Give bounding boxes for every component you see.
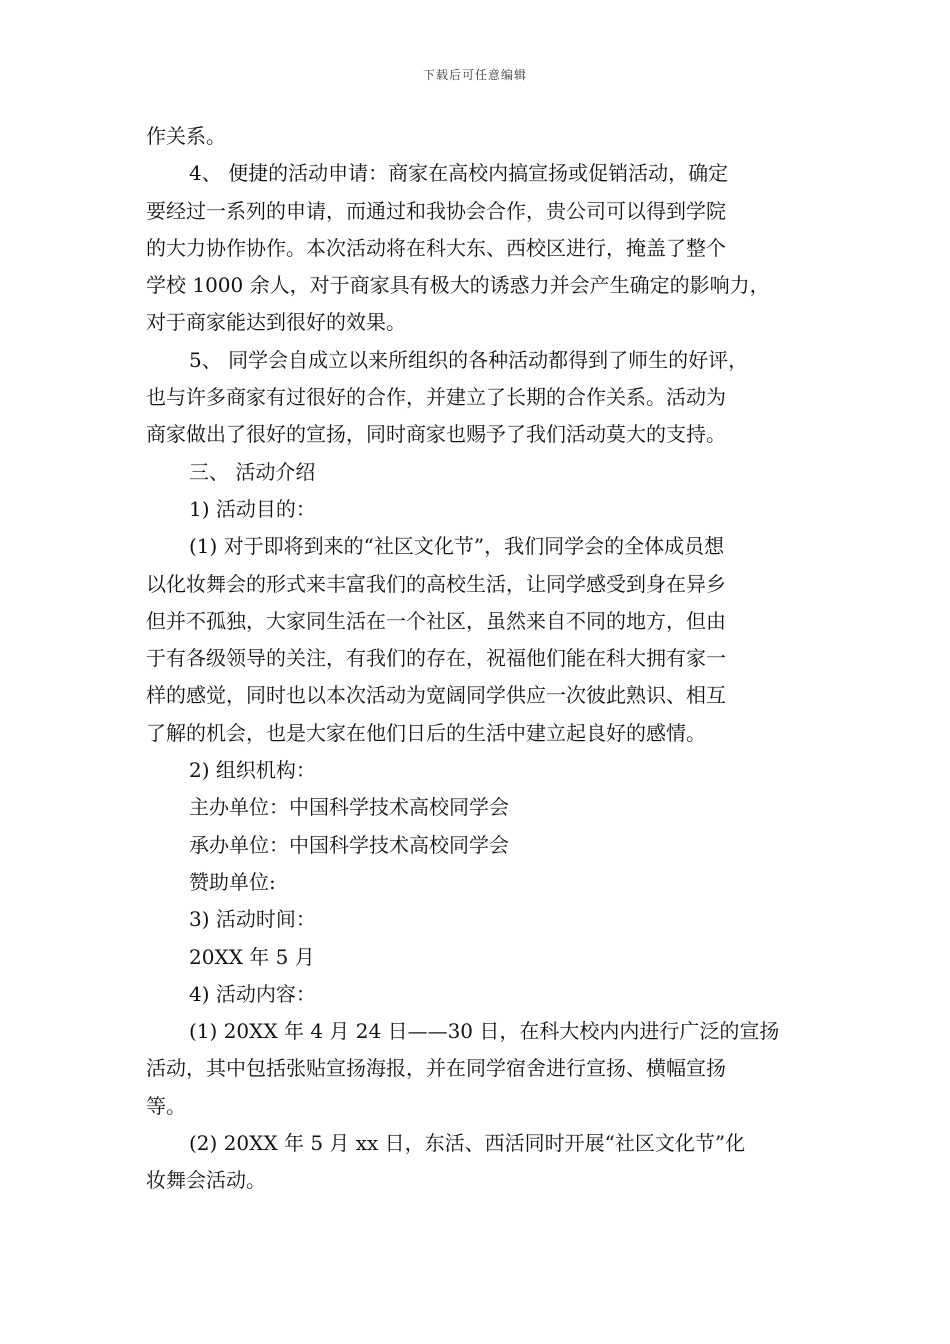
text-line: 赞助单位: <box>189 869 276 894</box>
text-line: 作关系。 <box>146 124 226 148</box>
text-line: 以化妆舞会的形式来丰富我们的高校生活，让同学感受到身在异乡 <box>146 571 726 596</box>
subsection-heading: 2) 组织机构： <box>189 758 316 783</box>
text-line: 活动，其中包括张贴宣扬海报，并在同学宿舍进行宣扬、横幅宣扬 <box>146 1056 726 1081</box>
text-line: 20XX 年 5 月 <box>189 944 315 969</box>
document-body <box>146 118 818 1200</box>
text-line: 也与许多商家有过很好的合作，并建立了长期的合作关系。活动为 <box>146 385 726 410</box>
text-line: 于有各级领导的关注，有我们的存在，祝福他们能在科大拥有家一 <box>146 646 726 671</box>
text-line: 对于商家能达到很好的效果。 <box>146 310 406 335</box>
subsection-heading: 4) 活动内容： <box>189 981 316 1006</box>
page-header: 下载后可任意编辑 <box>422 68 527 82</box>
text-line: 4、 便捷的活动申请：商家在高校内搞宣扬或促销活动，确定 <box>189 161 729 186</box>
text-line: 商家做出了很好的宣扬，同时商家也赐予了我们活动莫大的支持。 <box>146 422 726 447</box>
text-line: 要经过一系列的申请，而通过和我协会合作，贵公司可以得到学院 <box>146 198 726 223</box>
text-line: 主办单位：中国科学技术高校同学会 <box>189 795 509 820</box>
text-line: (1) 对于即将到来的“社区文化节”，我们同学会的全体成员想 <box>189 534 725 559</box>
text-line: 承办单位：中国科学技术高校同学会 <box>189 832 509 857</box>
text-line: 妆舞会活动。 <box>146 1168 266 1193</box>
text-line: 了解的机会，也是大家在他们日后的生活中建立起良好的感情。 <box>146 720 706 745</box>
text-line: 5、 同学会自成立以来所组织的各种活动都得到了师生的好评， <box>189 347 749 372</box>
section-heading: 三、 活动介绍 <box>189 459 316 484</box>
text-line: 学校 1000 余人，对于商家具有极大的诱惑力并会产生确定的影响力， <box>146 273 770 298</box>
text-line: 的大力协作协作。本次活动将在科大东、西校区进行，掩盖了整个 <box>146 235 726 260</box>
text-line: 但并不孤独，大家同生活在一个社区，虽然来自不同的地方，但由 <box>146 608 726 633</box>
subsection-heading: 1) 活动目的： <box>189 496 316 521</box>
text-line: (2) 20XX 年 5 月 xx 日，东活、西活同时开展“社区文化节”化 <box>189 1131 746 1156</box>
text-line: 等。 <box>146 1093 186 1118</box>
text-line: 样的感觉，同时也以本次活动为宽阔同学供应一次彼此熟识、相互 <box>146 683 726 708</box>
subsection-heading: 3) 活动时间： <box>189 907 316 932</box>
text-line: (1) 20XX 年 4 月 24 日——30 日，在科大校内内进行广泛的宣扬 <box>189 1019 780 1044</box>
